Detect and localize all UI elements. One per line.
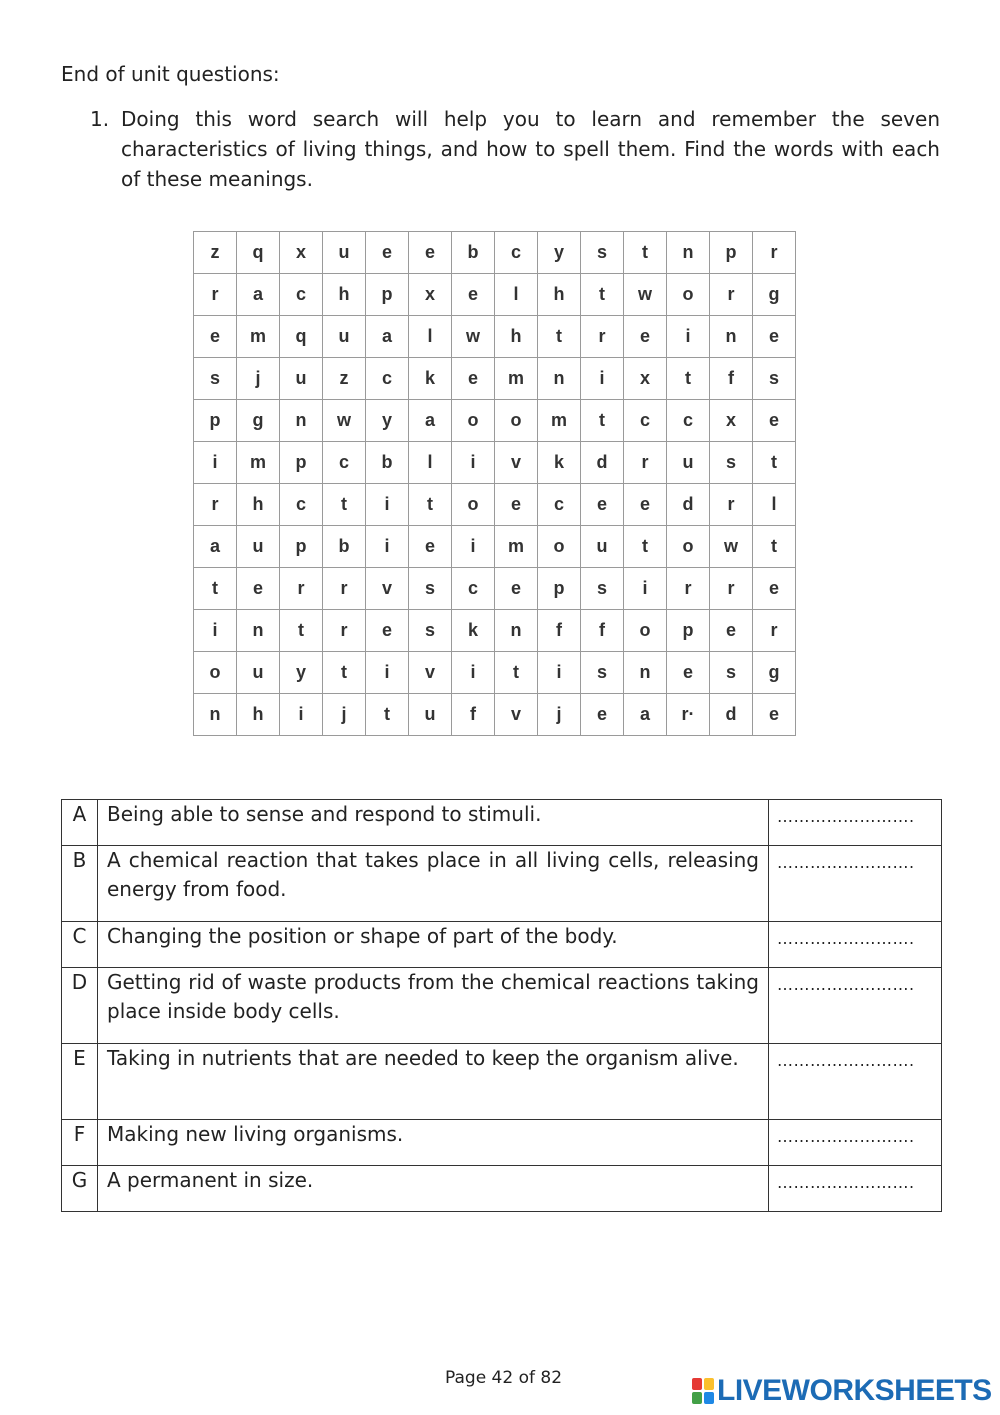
grid-cell[interactable]: r xyxy=(753,232,796,274)
grid-cell[interactable]: x xyxy=(624,358,667,400)
row-description: Getting rid of waste products from the chemical reactions taking place inside body cells. xyxy=(98,968,769,1044)
grid-cell[interactable]: f xyxy=(581,610,624,652)
grid-cell[interactable]: t xyxy=(753,526,796,568)
grid-cell[interactable]: l xyxy=(409,316,452,358)
grid-cell[interactable]: e xyxy=(710,610,753,652)
grid-cell[interactable]: n xyxy=(237,610,280,652)
grid-cell[interactable]: q xyxy=(237,232,280,274)
grid-cell[interactable]: i xyxy=(452,442,495,484)
grid-cell[interactable]: f xyxy=(538,610,581,652)
logo-square-icon xyxy=(704,1378,714,1390)
grid-cell[interactable]: i xyxy=(366,484,409,526)
grid-cell[interactable]: o xyxy=(667,274,710,316)
grid-cell[interactable]: n xyxy=(624,652,667,694)
grid-cell[interactable]: r xyxy=(710,274,753,316)
grid-cell[interactable]: x xyxy=(280,232,323,274)
grid-cell[interactable]: u xyxy=(409,694,452,736)
row-description: Being able to sense and respond to stimuli. xyxy=(98,800,769,846)
grid-cell[interactable]: s xyxy=(753,358,796,400)
grid-cell[interactable]: s xyxy=(194,358,237,400)
grid-cell[interactable]: v xyxy=(495,694,538,736)
grid-cell[interactable]: m xyxy=(237,316,280,358)
question-row-g xyxy=(62,1166,942,1212)
grid-cell[interactable]: x xyxy=(710,400,753,442)
question-1 xyxy=(90,104,940,194)
grid-cell[interactable]: s xyxy=(710,442,753,484)
grid-cell[interactable]: i xyxy=(194,610,237,652)
grid-cell[interactable]: r xyxy=(753,610,796,652)
grid-cell[interactable]: i xyxy=(624,568,667,610)
grid-cell[interactable]: c xyxy=(280,484,323,526)
grid-cell[interactable]: o xyxy=(194,652,237,694)
grid-cell[interactable]: r xyxy=(323,568,366,610)
grid-cell[interactable]: f xyxy=(710,358,753,400)
page-number: Page 42 of 82 xyxy=(445,1368,563,1388)
grid-cell[interactable]: c xyxy=(624,400,667,442)
logo-square-icon xyxy=(704,1392,714,1404)
grid-cell[interactable]: s xyxy=(581,652,624,694)
grid-cell[interactable]: d xyxy=(667,484,710,526)
logo-square-icon xyxy=(692,1378,702,1390)
row-letter: B xyxy=(62,846,98,922)
grid-cell[interactable]: t xyxy=(495,652,538,694)
row-description: Taking in nutrients that are needed to keep the organism alive. xyxy=(98,1044,769,1120)
grid-cell[interactable]: t xyxy=(409,484,452,526)
grid-row xyxy=(194,526,796,568)
question-text: Doing this word search will help you to learn and remember the seven characteristics of living things, and how to spell them. Find the words with each of these meanings. xyxy=(121,107,940,191)
grid-cell[interactable]: c xyxy=(495,232,538,274)
brand-name: LIVEWORKSHEETS xyxy=(717,1374,992,1407)
grid-cell[interactable]: i xyxy=(581,358,624,400)
grid-cell[interactable]: a xyxy=(409,400,452,442)
grid-cell[interactable]: t xyxy=(323,484,366,526)
grid-cell[interactable]: a xyxy=(237,274,280,316)
grid-cell[interactable]: w xyxy=(323,400,366,442)
grid-cell[interactable]: u xyxy=(323,232,366,274)
grid-cell[interactable]: f xyxy=(452,694,495,736)
grid-cell[interactable]: r· xyxy=(667,694,710,736)
question-number: 1. xyxy=(90,107,110,131)
grid-cell[interactable]: w xyxy=(710,526,753,568)
grid-cell[interactable]: t xyxy=(624,232,667,274)
grid-cell[interactable]: i xyxy=(194,442,237,484)
grid-cell[interactable]: t xyxy=(538,316,581,358)
row-letter: A xyxy=(62,800,98,846)
word-search-grid xyxy=(193,231,796,736)
grid-cell[interactable]: e xyxy=(753,694,796,736)
row-description: A permanent in size. xyxy=(98,1166,769,1212)
section-heading: End of unit questions: xyxy=(61,62,280,86)
grid-cell[interactable]: v xyxy=(366,568,409,610)
answer-blank[interactable]: ……………………. xyxy=(769,922,942,968)
grid-cell[interactable]: s xyxy=(409,568,452,610)
grid-row xyxy=(194,694,796,736)
grid-cell[interactable]: a xyxy=(194,526,237,568)
question-row-e xyxy=(62,1044,942,1120)
grid-cell[interactable]: t xyxy=(667,358,710,400)
grid-cell[interactable]: m xyxy=(237,442,280,484)
grid-cell[interactable]: g xyxy=(237,400,280,442)
grid-cell[interactable]: r xyxy=(323,610,366,652)
questions-table xyxy=(61,799,942,1212)
grid-cell[interactable]: n xyxy=(280,400,323,442)
answer-blank[interactable]: ……………………. xyxy=(769,846,942,922)
grid-cell[interactable]: k xyxy=(538,442,581,484)
grid-cell[interactable]: o xyxy=(624,610,667,652)
question-row-b xyxy=(62,846,942,922)
grid-cell[interactable]: o xyxy=(495,400,538,442)
row-description: Changing the position or shape of part of the body. xyxy=(98,922,769,968)
grid-cell[interactable]: r xyxy=(581,316,624,358)
grid-cell[interactable]: e xyxy=(581,484,624,526)
grid-cell[interactable]: m xyxy=(495,358,538,400)
grid-row xyxy=(194,316,796,358)
grid-cell[interactable]: k xyxy=(409,358,452,400)
grid-cell[interactable]: o xyxy=(452,484,495,526)
grid-cell[interactable]: t xyxy=(194,568,237,610)
grid-cell[interactable]: d xyxy=(710,694,753,736)
grid-cell[interactable]: s xyxy=(581,232,624,274)
grid-row xyxy=(194,274,796,316)
grid-cell[interactable]: u xyxy=(280,358,323,400)
grid-cell[interactable]: b xyxy=(323,526,366,568)
grid-cell[interactable]: p xyxy=(538,568,581,610)
grid-cell[interactable]: q xyxy=(280,316,323,358)
question-row-d xyxy=(62,968,942,1044)
grid-cell[interactable]: c xyxy=(667,400,710,442)
row-letter: G xyxy=(62,1166,98,1212)
grid-cell[interactable]: l xyxy=(495,274,538,316)
grid-cell[interactable]: t xyxy=(624,526,667,568)
grid-cell[interactable]: i xyxy=(366,526,409,568)
grid-cell[interactable]: o xyxy=(452,400,495,442)
grid-cell[interactable]: g xyxy=(753,274,796,316)
grid-cell[interactable]: i xyxy=(452,526,495,568)
grid-cell[interactable]: c xyxy=(538,484,581,526)
grid-cell[interactable]: z xyxy=(323,358,366,400)
grid-cell[interactable]: g xyxy=(753,652,796,694)
row-description: A chemical reaction that takes place in all living cells, releasing energy from food. xyxy=(98,846,769,922)
answer-blank[interactable]: ……………………. xyxy=(769,1044,942,1120)
grid-cell[interactable]: e xyxy=(624,316,667,358)
grid-cell[interactable]: n xyxy=(495,610,538,652)
grid-cell[interactable]: l xyxy=(753,484,796,526)
grid-cell[interactable]: c xyxy=(366,358,409,400)
answer-blank[interactable]: ……………………. xyxy=(769,800,942,846)
grid-cell[interactable]: i xyxy=(538,652,581,694)
liveworksheets-logo-icon xyxy=(692,1378,714,1404)
grid-cell[interactable]: j xyxy=(237,358,280,400)
grid-cell[interactable]: s xyxy=(710,652,753,694)
question-row-f xyxy=(62,1120,942,1166)
grid-cell[interactable]: u xyxy=(237,526,280,568)
grid-cell[interactable]: e xyxy=(366,610,409,652)
grid-cell[interactable]: c xyxy=(323,442,366,484)
answer-blank[interactable]: ……………………. xyxy=(769,1166,942,1212)
grid-cell[interactable]: h xyxy=(323,274,366,316)
grid-row xyxy=(194,232,796,274)
grid-row xyxy=(194,358,796,400)
grid-cell[interactable]: x xyxy=(409,274,452,316)
grid-cell[interactable]: r xyxy=(194,274,237,316)
grid-cell[interactable]: c xyxy=(452,568,495,610)
grid-cell[interactable]: e xyxy=(452,274,495,316)
grid-cell[interactable]: e xyxy=(753,400,796,442)
grid-cell[interactable]: a xyxy=(366,316,409,358)
grid-cell[interactable]: u xyxy=(237,652,280,694)
grid-cell[interactable]: n xyxy=(667,232,710,274)
grid-cell[interactable]: a xyxy=(624,694,667,736)
grid-cell[interactable]: o xyxy=(538,526,581,568)
grid-cell[interactable]: p xyxy=(194,400,237,442)
grid-cell[interactable]: i xyxy=(667,316,710,358)
grid-cell[interactable]: r xyxy=(667,568,710,610)
grid-cell[interactable]: m xyxy=(495,526,538,568)
grid-cell[interactable]: r xyxy=(280,568,323,610)
grid-cell[interactable]: e xyxy=(667,652,710,694)
grid-cell[interactable]: r xyxy=(194,484,237,526)
grid-cell[interactable]: u xyxy=(323,316,366,358)
grid-cell[interactable]: e xyxy=(753,316,796,358)
row-letter: E xyxy=(62,1044,98,1120)
grid-cell[interactable]: t xyxy=(280,610,323,652)
grid-cell[interactable]: h xyxy=(237,694,280,736)
question-row-c xyxy=(62,922,942,968)
grid-cell[interactable]: e xyxy=(495,568,538,610)
grid-cell[interactable]: e xyxy=(194,316,237,358)
logo-square-icon xyxy=(692,1392,702,1404)
grid-cell[interactable]: p xyxy=(280,442,323,484)
grid-cell[interactable]: e xyxy=(495,484,538,526)
grid-cell[interactable]: h xyxy=(538,274,581,316)
grid-cell[interactable]: t xyxy=(323,652,366,694)
grid-cell[interactable]: v xyxy=(409,652,452,694)
grid-cell[interactable]: e xyxy=(452,358,495,400)
grid-cell[interactable]: t xyxy=(753,442,796,484)
grid-cell[interactable]: n xyxy=(710,316,753,358)
grid-cell[interactable]: h xyxy=(495,316,538,358)
grid-cell[interactable]: e xyxy=(409,232,452,274)
grid-cell[interactable]: v xyxy=(495,442,538,484)
grid-cell[interactable]: e xyxy=(581,694,624,736)
grid-cell[interactable]: o xyxy=(667,526,710,568)
grid-cell[interactable]: c xyxy=(280,274,323,316)
row-description: Making new living organisms. xyxy=(98,1120,769,1166)
grid-cell[interactable]: z xyxy=(194,232,237,274)
grid-cell[interactable]: w xyxy=(624,274,667,316)
grid-cell[interactable]: y xyxy=(280,652,323,694)
grid-cell[interactable]: p xyxy=(710,232,753,274)
grid-cell[interactable]: w xyxy=(452,316,495,358)
grid-cell[interactable]: p xyxy=(280,526,323,568)
grid-cell[interactable]: t xyxy=(581,400,624,442)
row-letter: F xyxy=(62,1120,98,1166)
grid-cell[interactable]: s xyxy=(581,568,624,610)
grid-row xyxy=(194,484,796,526)
grid-cell[interactable]: r xyxy=(624,442,667,484)
grid-cell[interactable]: e xyxy=(753,568,796,610)
grid-row xyxy=(194,568,796,610)
grid-cell[interactable]: r xyxy=(710,484,753,526)
grid-cell[interactable]: i xyxy=(452,652,495,694)
grid-cell[interactable]: t xyxy=(581,274,624,316)
grid-cell[interactable]: u xyxy=(581,526,624,568)
grid-cell[interactable]: p xyxy=(667,610,710,652)
grid-cell[interactable]: s xyxy=(409,610,452,652)
grid-cell[interactable]: p xyxy=(366,274,409,316)
grid-cell[interactable]: n xyxy=(194,694,237,736)
grid-cell[interactable]: m xyxy=(538,400,581,442)
question-row-a xyxy=(62,800,942,846)
grid-cell[interactable]: r xyxy=(710,568,753,610)
grid-cell[interactable]: b xyxy=(366,442,409,484)
grid-row xyxy=(194,400,796,442)
grid-cell[interactable]: y xyxy=(366,400,409,442)
answer-blank[interactable]: ……………………. xyxy=(769,1120,942,1166)
grid-row xyxy=(194,442,796,484)
grid-cell[interactable]: y xyxy=(538,232,581,274)
grid-cell[interactable]: n xyxy=(538,358,581,400)
grid-cell[interactable]: l xyxy=(409,442,452,484)
grid-cell[interactable]: i xyxy=(366,652,409,694)
grid-row xyxy=(194,610,796,652)
row-letter: D xyxy=(62,968,98,1044)
grid-cell[interactable]: k xyxy=(452,610,495,652)
row-letter: C xyxy=(62,922,98,968)
grid-cell[interactable]: e xyxy=(624,484,667,526)
liveworksheets-logo xyxy=(692,1374,992,1408)
grid-cell[interactable]: u xyxy=(667,442,710,484)
grid-cell[interactable]: b xyxy=(452,232,495,274)
grid-cell[interactable]: j xyxy=(538,694,581,736)
grid-cell[interactable]: t xyxy=(366,694,409,736)
grid-cell[interactable]: h xyxy=(237,484,280,526)
grid-cell[interactable]: e xyxy=(237,568,280,610)
grid-cell[interactable]: i xyxy=(280,694,323,736)
grid-cell[interactable]: j xyxy=(323,694,366,736)
grid-cell[interactable]: e xyxy=(409,526,452,568)
grid-cell[interactable]: e xyxy=(366,232,409,274)
grid-row xyxy=(194,652,796,694)
grid-cell[interactable]: d xyxy=(581,442,624,484)
answer-blank[interactable]: ……………………. xyxy=(769,968,942,1044)
